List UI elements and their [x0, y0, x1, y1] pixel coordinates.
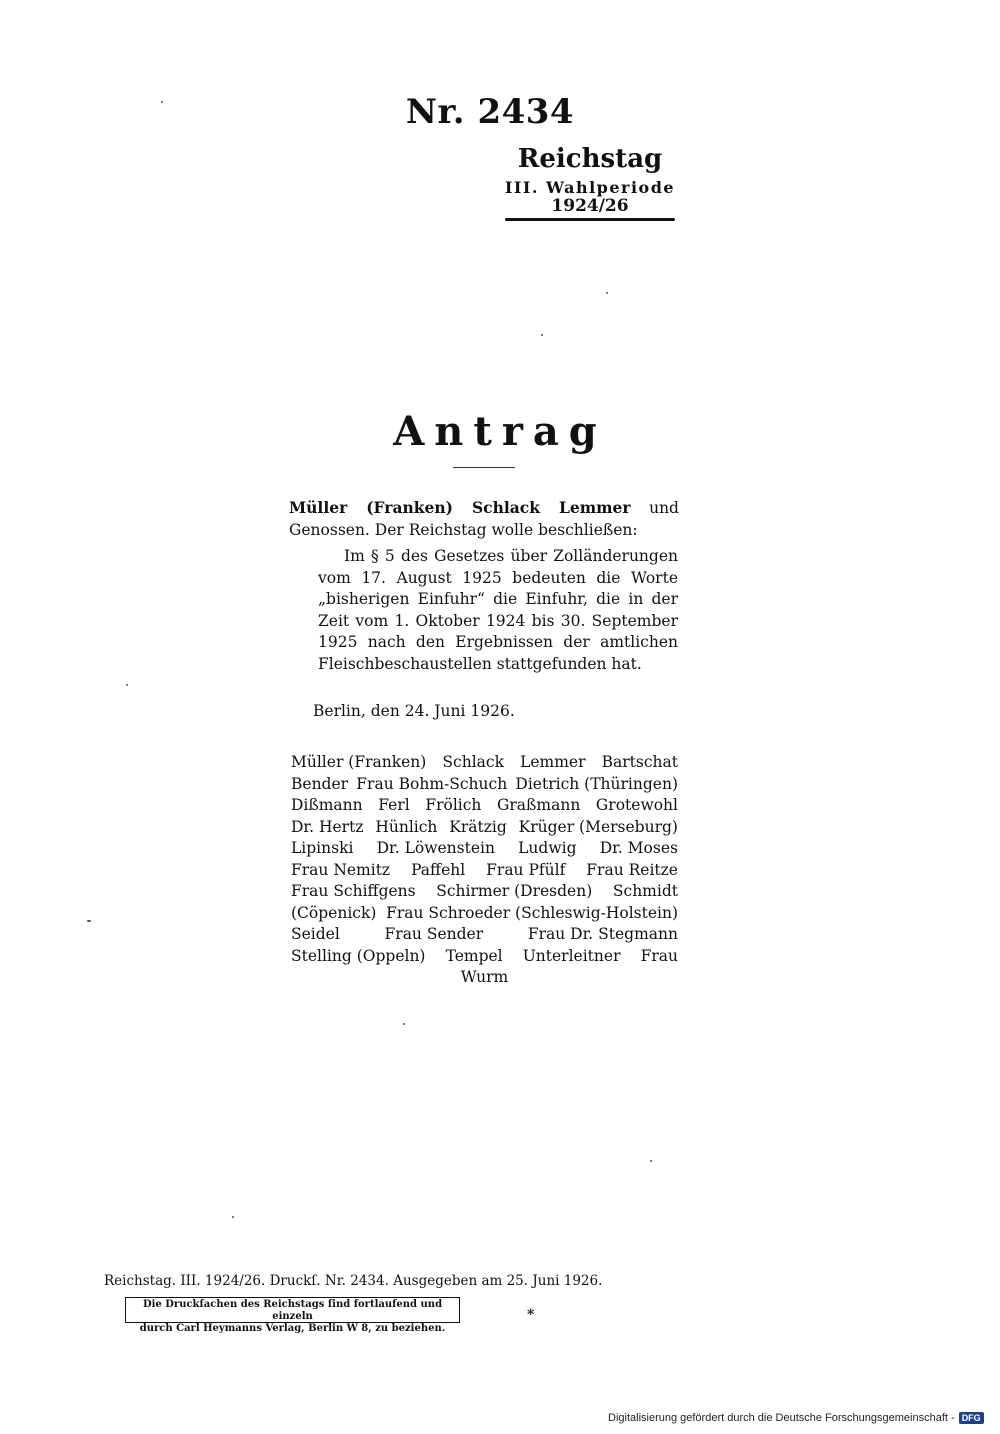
signatory: Paffehl: [411, 860, 466, 879]
place-date: Berlin, den 24. Juni 1926.: [313, 702, 515, 720]
digitization-credit: [608, 1412, 984, 1424]
signatory: Frau: [640, 946, 678, 965]
signatory: Schlack: [442, 753, 504, 771]
signatory: Ludwig: [518, 839, 577, 857]
motion-authors: Müller (Franken) Schlack Lemmer: [289, 498, 631, 517]
signatory: Frau Reitze: [586, 860, 678, 879]
signatory-line: [291, 795, 678, 817]
parliament-name: Reichstag: [517, 144, 663, 174]
signatory: Dißmann: [291, 796, 363, 814]
signatory: Krätzig: [449, 817, 507, 836]
signatory: Wurm: [460, 968, 509, 986]
dfg-logo: DFG: [959, 1412, 984, 1424]
scan-speck: [232, 1216, 234, 1218]
header-underline: [505, 218, 675, 221]
signatory-line: [291, 946, 678, 968]
scan-speck: [403, 1023, 405, 1025]
signatory: Müller (Franken): [291, 753, 427, 771]
asterisk-mark: *: [527, 1307, 535, 1323]
publisher-notice: [125, 1297, 460, 1334]
motion-intro-text: und Genossen. Der Reichstag wolle beschließen:: [289, 499, 679, 539]
signatory-line: [291, 881, 678, 903]
signatory: Bartschat: [601, 753, 678, 771]
signatory: Graßmann: [497, 796, 581, 814]
scan-speck: [87, 920, 91, 922]
signatory: Dr. Löwenstein: [376, 839, 495, 857]
period-years: 1924/26: [551, 196, 629, 216]
signatory: Stelling (Oppeln): [291, 946, 426, 965]
resolution-text: Im § 5 des Gesetzes über Zolländerungen vom 17. August 1925 bedeuten die Worte „bisherigen Einfuhr“ die Einfuhr, die in der Zeit vom 1. Oktober 1924 bis 30. September 1925 nach den Ergebnissen der amtlichen Fleischbeschaustellen stattgefunden hat.: [318, 547, 678, 673]
signatory: Dietrich (Thüringen): [515, 774, 678, 793]
signatory: Bender: [291, 774, 349, 793]
signatory: Hünlich: [375, 817, 438, 836]
motion-intro: [289, 497, 679, 541]
signatory: Frau Sender: [384, 925, 484, 943]
signatory-line: [291, 774, 678, 796]
signatory: Lemmer: [520, 753, 586, 771]
signatory: Frau Nemitz: [291, 860, 391, 879]
signatory: (Cöpenick): [291, 903, 377, 922]
signatory: Tempel: [445, 946, 503, 965]
signatory: Lipinski: [291, 839, 354, 857]
signatory: Dr. Hertz: [291, 817, 364, 836]
title-divider: [453, 467, 515, 468]
signatory: Seidel: [291, 925, 340, 943]
signatory: Frau Dr. Stegmann: [527, 925, 678, 943]
signatory: Schirmer (Dresden): [436, 882, 593, 900]
signatory-line: [291, 967, 678, 989]
legislative-period: III. Wahlperiode: [504, 178, 676, 197]
signatory-line: [291, 903, 678, 925]
signatory: Frau Schroeder (Schleswig-Holstein): [386, 903, 678, 922]
publisher-notice-line: durch Carl Heymanns Verlag, Berlin W 8, zu beziehen.: [139, 1323, 446, 1334]
document-number: Nr. 2434: [405, 92, 575, 132]
credit-text: Digitalisierung gefördert durch die Deutsche Forschungsgemeinschaft -: [608, 1412, 955, 1424]
signatory-line: [291, 924, 678, 946]
document-title: Antrag: [393, 408, 607, 455]
publisher-notice-line: Die Druckſachen des Reichstags ſind fortlaufend und einzeln: [142, 1299, 443, 1322]
signatory: Frölich: [425, 796, 482, 814]
signatory-line: [291, 838, 678, 860]
scan-speck: [606, 292, 608, 294]
signatory: Ferl: [378, 796, 410, 814]
signatory: Unterleitner: [522, 946, 621, 965]
signatory-line: [291, 752, 678, 774]
signatory-line: [291, 817, 678, 839]
scan-speck: [161, 101, 163, 103]
scan-speck: [126, 684, 128, 686]
signatory: Dr. Moses: [599, 839, 678, 857]
signatory: Frau Bohm-Schuch: [356, 774, 508, 793]
signatories-list: [291, 752, 678, 989]
print-footer: Reichstag. III. 1924/26. Druckſ. Nr. 2434. Ausgegeben am 25. Juni 1926.: [104, 1273, 603, 1289]
signatory: Grotewohl: [595, 796, 678, 814]
scan-speck: [541, 334, 543, 336]
signatory: Krüger (Merseburg): [518, 817, 678, 836]
signatory: Schmidt: [612, 882, 678, 900]
scan-speck: [650, 1160, 652, 1162]
signatory-line: [291, 860, 678, 882]
signatory: Frau Pfülf: [486, 860, 566, 879]
signatory: Frau Schiffgens: [291, 882, 416, 900]
